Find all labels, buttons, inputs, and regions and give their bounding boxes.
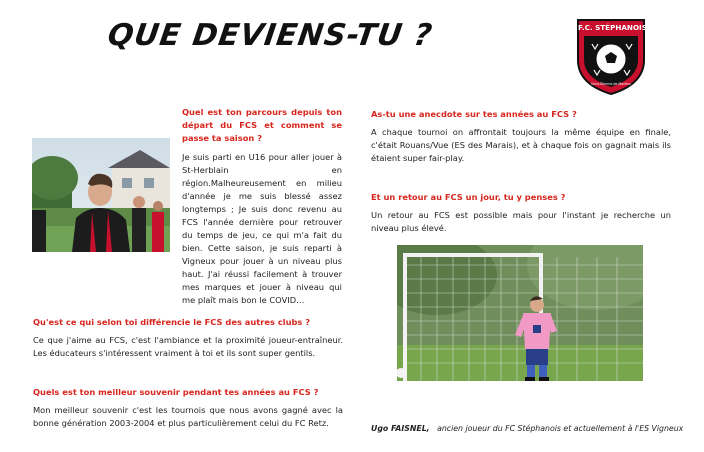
- answer-difference: Ce que j'aime au FCS, c'est l'ambiance et la proximité joueur-entraîneur. Les éducateurs s'intéressent vraiment à toi et ils sont super gentils.: [33, 335, 343, 358]
- answer-parcours: Je suis parti en U16 pour aller jouer à St-Herblain en région.Malheureusement en milieu d'année je me suis blessé assez longtemps ; Je suis donc revenu au FCS l'année dernière pour retrouver du temps de jeu, ce qui m'a fait du bien. Cette saison, je suis reparti à Vigneux pour jouer à un niveau plus haut. J'ai réussi facilement à trouver mes marques et jouer à niveau qui me plaît mais bon le COVID…: [182, 152, 342, 305]
- goalkeeper-photo: [397, 245, 643, 381]
- logo-top-text: F.C. STÉPHANOIS: [578, 23, 647, 32]
- player-photo: [32, 138, 170, 252]
- question-difference: Qu'est ce qui selon toi différencie le FCS des autres clubs ?: [33, 317, 311, 327]
- club-logo: [572, 14, 650, 96]
- player-name: Ugo FAISNEL,: [371, 424, 430, 433]
- photo-caption: [371, 424, 683, 433]
- answer-retour: Un retour au FCS est possible mais pour l'instant je recherche un niveau plus élevé.: [371, 210, 671, 233]
- answer-anecdote: A chaque tournoi on affrontait toujours la même équipe en finale, c'était Rouans/Vue (ES des Marais), et à chaque fois on gagnait mais ils étaient super fair-play.: [371, 127, 671, 163]
- logo-bottom-text: Saint-Étienne-de-Montluc: [590, 82, 632, 86]
- question-souvenir: Quels est ton meilleur souvenir pendant tes années au FCS ?: [33, 387, 319, 397]
- page-title: QUE DEVIENS-TU ?: [105, 18, 435, 53]
- answer-souvenir: Mon meilleur souvenir c'est les tournois que nous avons gagné avec la bonne génération 2003-2004 et plus particulièrement celui du FC Retz.: [33, 405, 343, 428]
- question-retour: Et un retour au FCS un jour, tu y penses ?: [371, 192, 566, 202]
- question-parcours: Quel est ton parcours depuis ton départ du FCS et comment se passe ta saison ?: [182, 107, 342, 143]
- caption-text: ancien joueur du FC Stéphanois et actuellement à l'ES Vigneux: [437, 424, 684, 433]
- question-anecdote: As-tu une anecdote sur tes années au FCS ?: [371, 109, 577, 119]
